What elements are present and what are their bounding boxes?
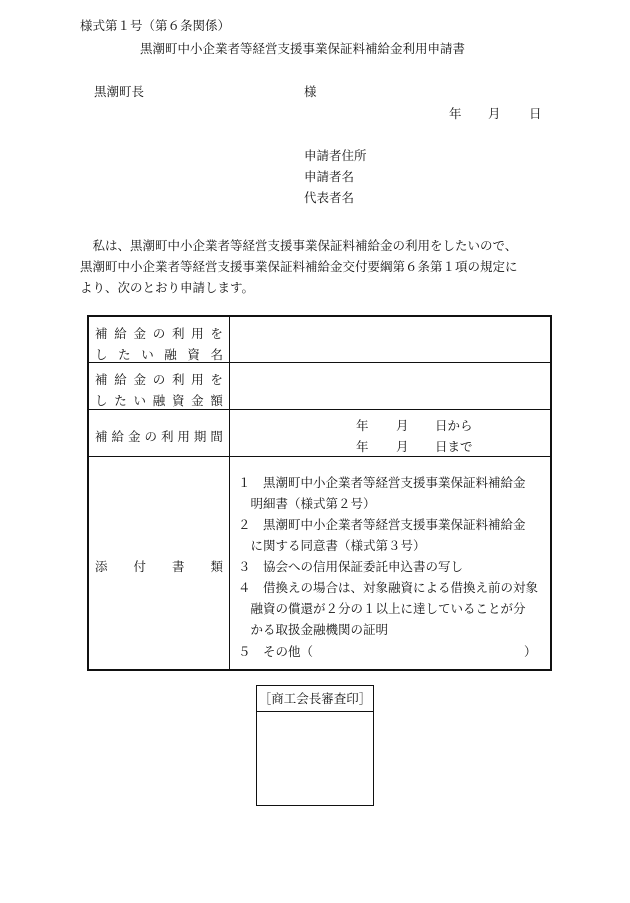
period-from-month: 月 bbox=[396, 418, 409, 433]
period-from-day: 日から bbox=[435, 418, 473, 433]
stamp-label: ［商工会長審査印］ bbox=[257, 686, 373, 712]
attachment-line: １ 黒潮町中小企業者等経営支援事業保証料補給金 bbox=[238, 475, 526, 490]
stamp-area[interactable] bbox=[257, 712, 373, 805]
label-line: し た い 融 資 金 額 bbox=[95, 393, 223, 408]
loan-amount-label bbox=[89, 363, 230, 409]
label-line: 補 給 金 の 利 用 を bbox=[95, 372, 223, 387]
period-to-month: 月 bbox=[396, 439, 409, 454]
addressee-name: 黒潮町長 bbox=[94, 84, 145, 99]
date-day-label: 日 bbox=[529, 106, 542, 121]
form-number: 様式第１号（第６条関係） bbox=[80, 18, 231, 33]
usage-period-value[interactable] bbox=[230, 410, 550, 456]
applicant-address-label: 申請者住所 bbox=[304, 148, 367, 163]
applicant-name-label: 申請者名 bbox=[304, 169, 355, 184]
applicant-representative-label: 代表者名 bbox=[304, 190, 355, 205]
date-month-label: 月 bbox=[488, 106, 501, 121]
loan-amount-input[interactable] bbox=[230, 363, 550, 409]
attachment-other-input[interactable] bbox=[328, 638, 518, 656]
attachment-line: 融資の償還が２分の１以上に達していることが分 bbox=[238, 601, 526, 616]
chamber-stamp-box bbox=[256, 685, 374, 806]
attachment-line: ２ 黒潮町中小企業者等経営支援事業保証料補給金 bbox=[238, 517, 526, 532]
date-year-label: 年 bbox=[449, 106, 462, 121]
loan-name-input[interactable] bbox=[230, 317, 550, 362]
label-line: 添 付 書 類 bbox=[95, 559, 223, 574]
loan-amount-row bbox=[89, 362, 550, 409]
period-to-year: 年 bbox=[356, 439, 369, 454]
usage-period-label bbox=[89, 410, 230, 456]
attachment-other-label: ５ その他（ bbox=[238, 644, 314, 659]
statement-line: より、次のとおり申請します。 bbox=[80, 280, 255, 295]
application-table bbox=[87, 315, 552, 671]
label-line: し た い 融 資 名 bbox=[95, 347, 223, 362]
attachment-line: に関する同意書（様式第３号） bbox=[238, 538, 426, 553]
document-title: 黒潮町中小企業者等経営支援事業保証料補給金利用申請書 bbox=[140, 41, 466, 56]
attachments-row bbox=[89, 456, 550, 670]
attachment-other-close: ） bbox=[524, 644, 537, 659]
loan-name-label bbox=[89, 317, 230, 362]
label-line: 補 給 金 の 利 用 を bbox=[95, 326, 223, 341]
attachments-label bbox=[89, 457, 230, 670]
attachment-line: 明細書（様式第２号） bbox=[238, 496, 376, 511]
attachment-line: ３ 協会への信用保証委託申込書の写し bbox=[238, 559, 464, 574]
period-from-year: 年 bbox=[356, 418, 369, 433]
addressee-honorific: 様 bbox=[304, 84, 317, 99]
usage-period-row bbox=[89, 409, 550, 456]
attachment-line: ４ 借換えの場合は、対象融資による借換え前の対象 bbox=[238, 580, 539, 595]
loan-name-row bbox=[89, 317, 550, 362]
label-line: 補 給 金 の 利 用 期 間 bbox=[95, 429, 223, 444]
statement-line: 黒潮町中小企業者等経営支援事業保証料補給金交付要綱第６条第１項の規定に bbox=[80, 259, 518, 274]
statement-line: 私は、黒潮町中小企業者等経営支援事業保証料補給金の利用をしたいので、 bbox=[80, 238, 518, 253]
attachments-list bbox=[230, 457, 550, 670]
application-statement bbox=[80, 235, 550, 298]
period-to-day: 日まで bbox=[435, 439, 473, 454]
attachment-line: かる取扱金融機関の証明 bbox=[238, 622, 389, 637]
